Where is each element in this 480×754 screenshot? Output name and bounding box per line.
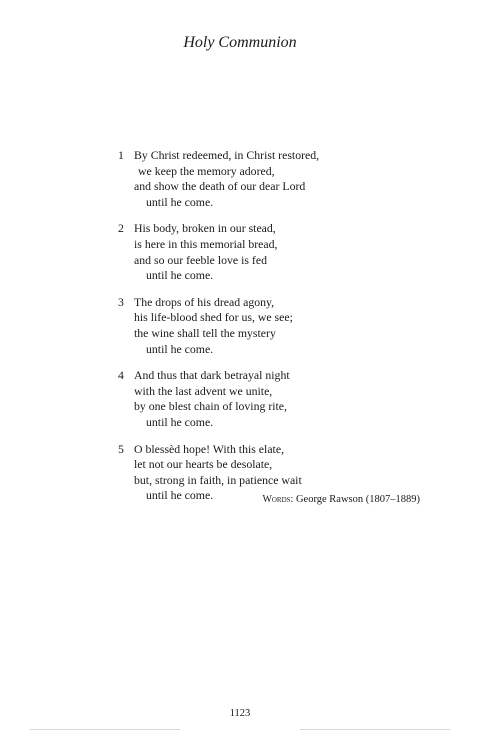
verse-line: O blessèd hope! With this elate, [134, 441, 285, 456]
verse-number: 3 [118, 294, 124, 309]
scan-edge-mark [300, 729, 450, 730]
verse-number: 1 [118, 148, 124, 162]
verse-line: with the last advent we unite, [134, 383, 273, 398]
scan-edge-mark [30, 729, 180, 730]
hymn-text [118, 148, 438, 515]
verse-number: 2 [118, 221, 124, 236]
verse-number: 5 [118, 441, 124, 456]
refrain-line: until he come. [146, 341, 214, 356]
page-number: 1123 [229, 708, 251, 719]
verse-line: By Christ redeemed, in Christ restored, [134, 148, 320, 162]
page-title: Holy Communion [183, 34, 297, 51]
verse [118, 295, 438, 357]
verse [118, 148, 438, 210]
verse-line: we keep the memory adored, [138, 163, 275, 178]
verse-line: His body, broken in our stead, [134, 221, 276, 236]
attribution [262, 494, 420, 505]
verse-line: The drops of his dread agony, [134, 294, 275, 309]
verse-line: is here in this memorial bread, [134, 236, 278, 251]
verse [118, 368, 438, 430]
verse-line: let not our hearts be desolate, [134, 457, 273, 472]
refrain-line: until he come. [146, 194, 214, 209]
words-label: Words: [262, 494, 294, 505]
refrain-line: until he come. [146, 414, 214, 429]
verse-line: and show the death of our dear Lord [134, 179, 306, 194]
verse-line: And thus that dark betrayal night [134, 368, 290, 383]
refrain-line: until he come. [146, 488, 214, 503]
verse-line: and so our feeble love is fed [134, 252, 267, 267]
verse-number: 4 [118, 368, 124, 383]
verse-line: by one blest chain of loving rite, [134, 399, 287, 414]
refrain-line: until he come. [146, 268, 214, 283]
verse-line: his life-blood shed for us, we see; [134, 310, 293, 325]
verse [118, 221, 438, 283]
verse-line: the wine shall tell the mystery [134, 325, 276, 340]
verse-line: but, strong in faith, in patience wait [134, 472, 302, 487]
author-credit: George Rawson (1807–1889) [295, 494, 420, 505]
